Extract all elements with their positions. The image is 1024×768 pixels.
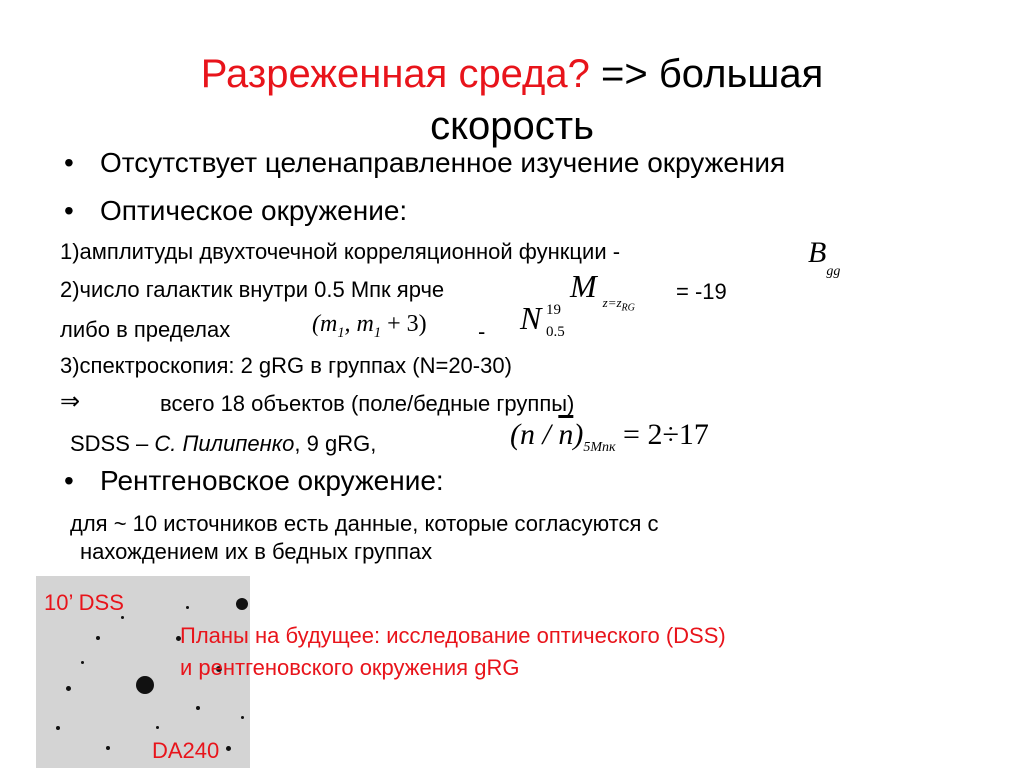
formula-n-sub: 0.5	[546, 324, 565, 340]
sdss-line: SDSS – С. Пилипенко, 9 gRG,	[70, 431, 377, 456]
title-line-2: скорость	[430, 104, 594, 148]
slide-title	[0, 48, 1024, 152]
title-line-1	[0, 48, 1024, 100]
formula-n-sup: 19	[546, 302, 561, 318]
bullet-2-text: Оптическое окружение:	[100, 195, 408, 226]
bullet-1	[64, 146, 785, 180]
star	[136, 676, 154, 694]
star	[96, 636, 100, 640]
star	[226, 746, 231, 751]
formula-range: ($m_1$, $m_1 + 3$)	[312, 311, 427, 341]
bullet-3	[64, 464, 444, 498]
dss-scale-label: 10’ DSS	[44, 590, 124, 615]
item-2b-dash: -	[478, 319, 486, 344]
bullet-2	[64, 194, 407, 228]
sdss-author: С. Пилипенко	[154, 431, 295, 456]
item-2-text: 2)число галактик внутри 0.5 Мпк ярче	[60, 277, 445, 302]
bullet-1-text: Отсутствует целенаправленное изучение окружения	[100, 147, 786, 178]
formula-m: M $_{z=z_{RG}}$	[570, 268, 635, 314]
formula-n: N 19 0.5	[520, 300, 565, 340]
future-plans-line-1: Планы на будущее: исследование оптического (DSS)	[180, 623, 726, 648]
bullet-dot: •	[64, 195, 74, 226]
star	[236, 598, 248, 610]
item-2-value: = -19	[676, 279, 727, 304]
item-3-text: 3)спектроскопия: 2 gRG в группах (N=20-30)	[60, 353, 512, 378]
formula-bgg-sub: gg	[826, 264, 841, 279]
star	[106, 746, 110, 750]
future-plans	[180, 620, 726, 684]
item-1-text: 1)амплитуды двухточечной корреляционной функции -	[60, 239, 621, 264]
implies-arrow-icon: ⇒	[60, 388, 81, 415]
star	[241, 716, 244, 719]
star	[81, 661, 84, 664]
star	[56, 726, 60, 730]
future-plans-line-2: и рентгеновского окружения gRG	[180, 655, 520, 680]
item-2b-text: либо в пределах	[60, 317, 231, 342]
star	[186, 606, 189, 609]
bullet-dot: •	[64, 465, 74, 496]
xray-line-1: для ~ 10 источников есть данные, которые согласуются с	[70, 511, 659, 536]
formula-m-sub: z=zRG	[602, 295, 635, 314]
title-question: Разреженная среда?	[200, 52, 590, 96]
bullet-dot: •	[64, 147, 74, 178]
star	[156, 726, 159, 729]
formula-bgg: $B_{gg}$	[808, 236, 841, 279]
bullet-3-text: Рентгеновское окружение:	[100, 465, 444, 496]
dss-object-label: DA240	[152, 738, 220, 763]
title-arrow-part: => большая	[589, 52, 824, 96]
formula-ratio: $(n / \overline{n})_{5Mпк} = 2\div 17$	[510, 418, 709, 455]
star	[196, 706, 200, 710]
item-4-text: всего 18 объектов (поле/бедные группы)	[160, 391, 575, 416]
formula-ratio-nbar: $\overline{n}$	[558, 418, 574, 451]
star	[66, 686, 71, 691]
star	[121, 616, 124, 619]
xray-line-2: нахождением их в бедных группах	[80, 539, 433, 564]
formula-ratio-sub: 5Mпк	[583, 440, 616, 455]
